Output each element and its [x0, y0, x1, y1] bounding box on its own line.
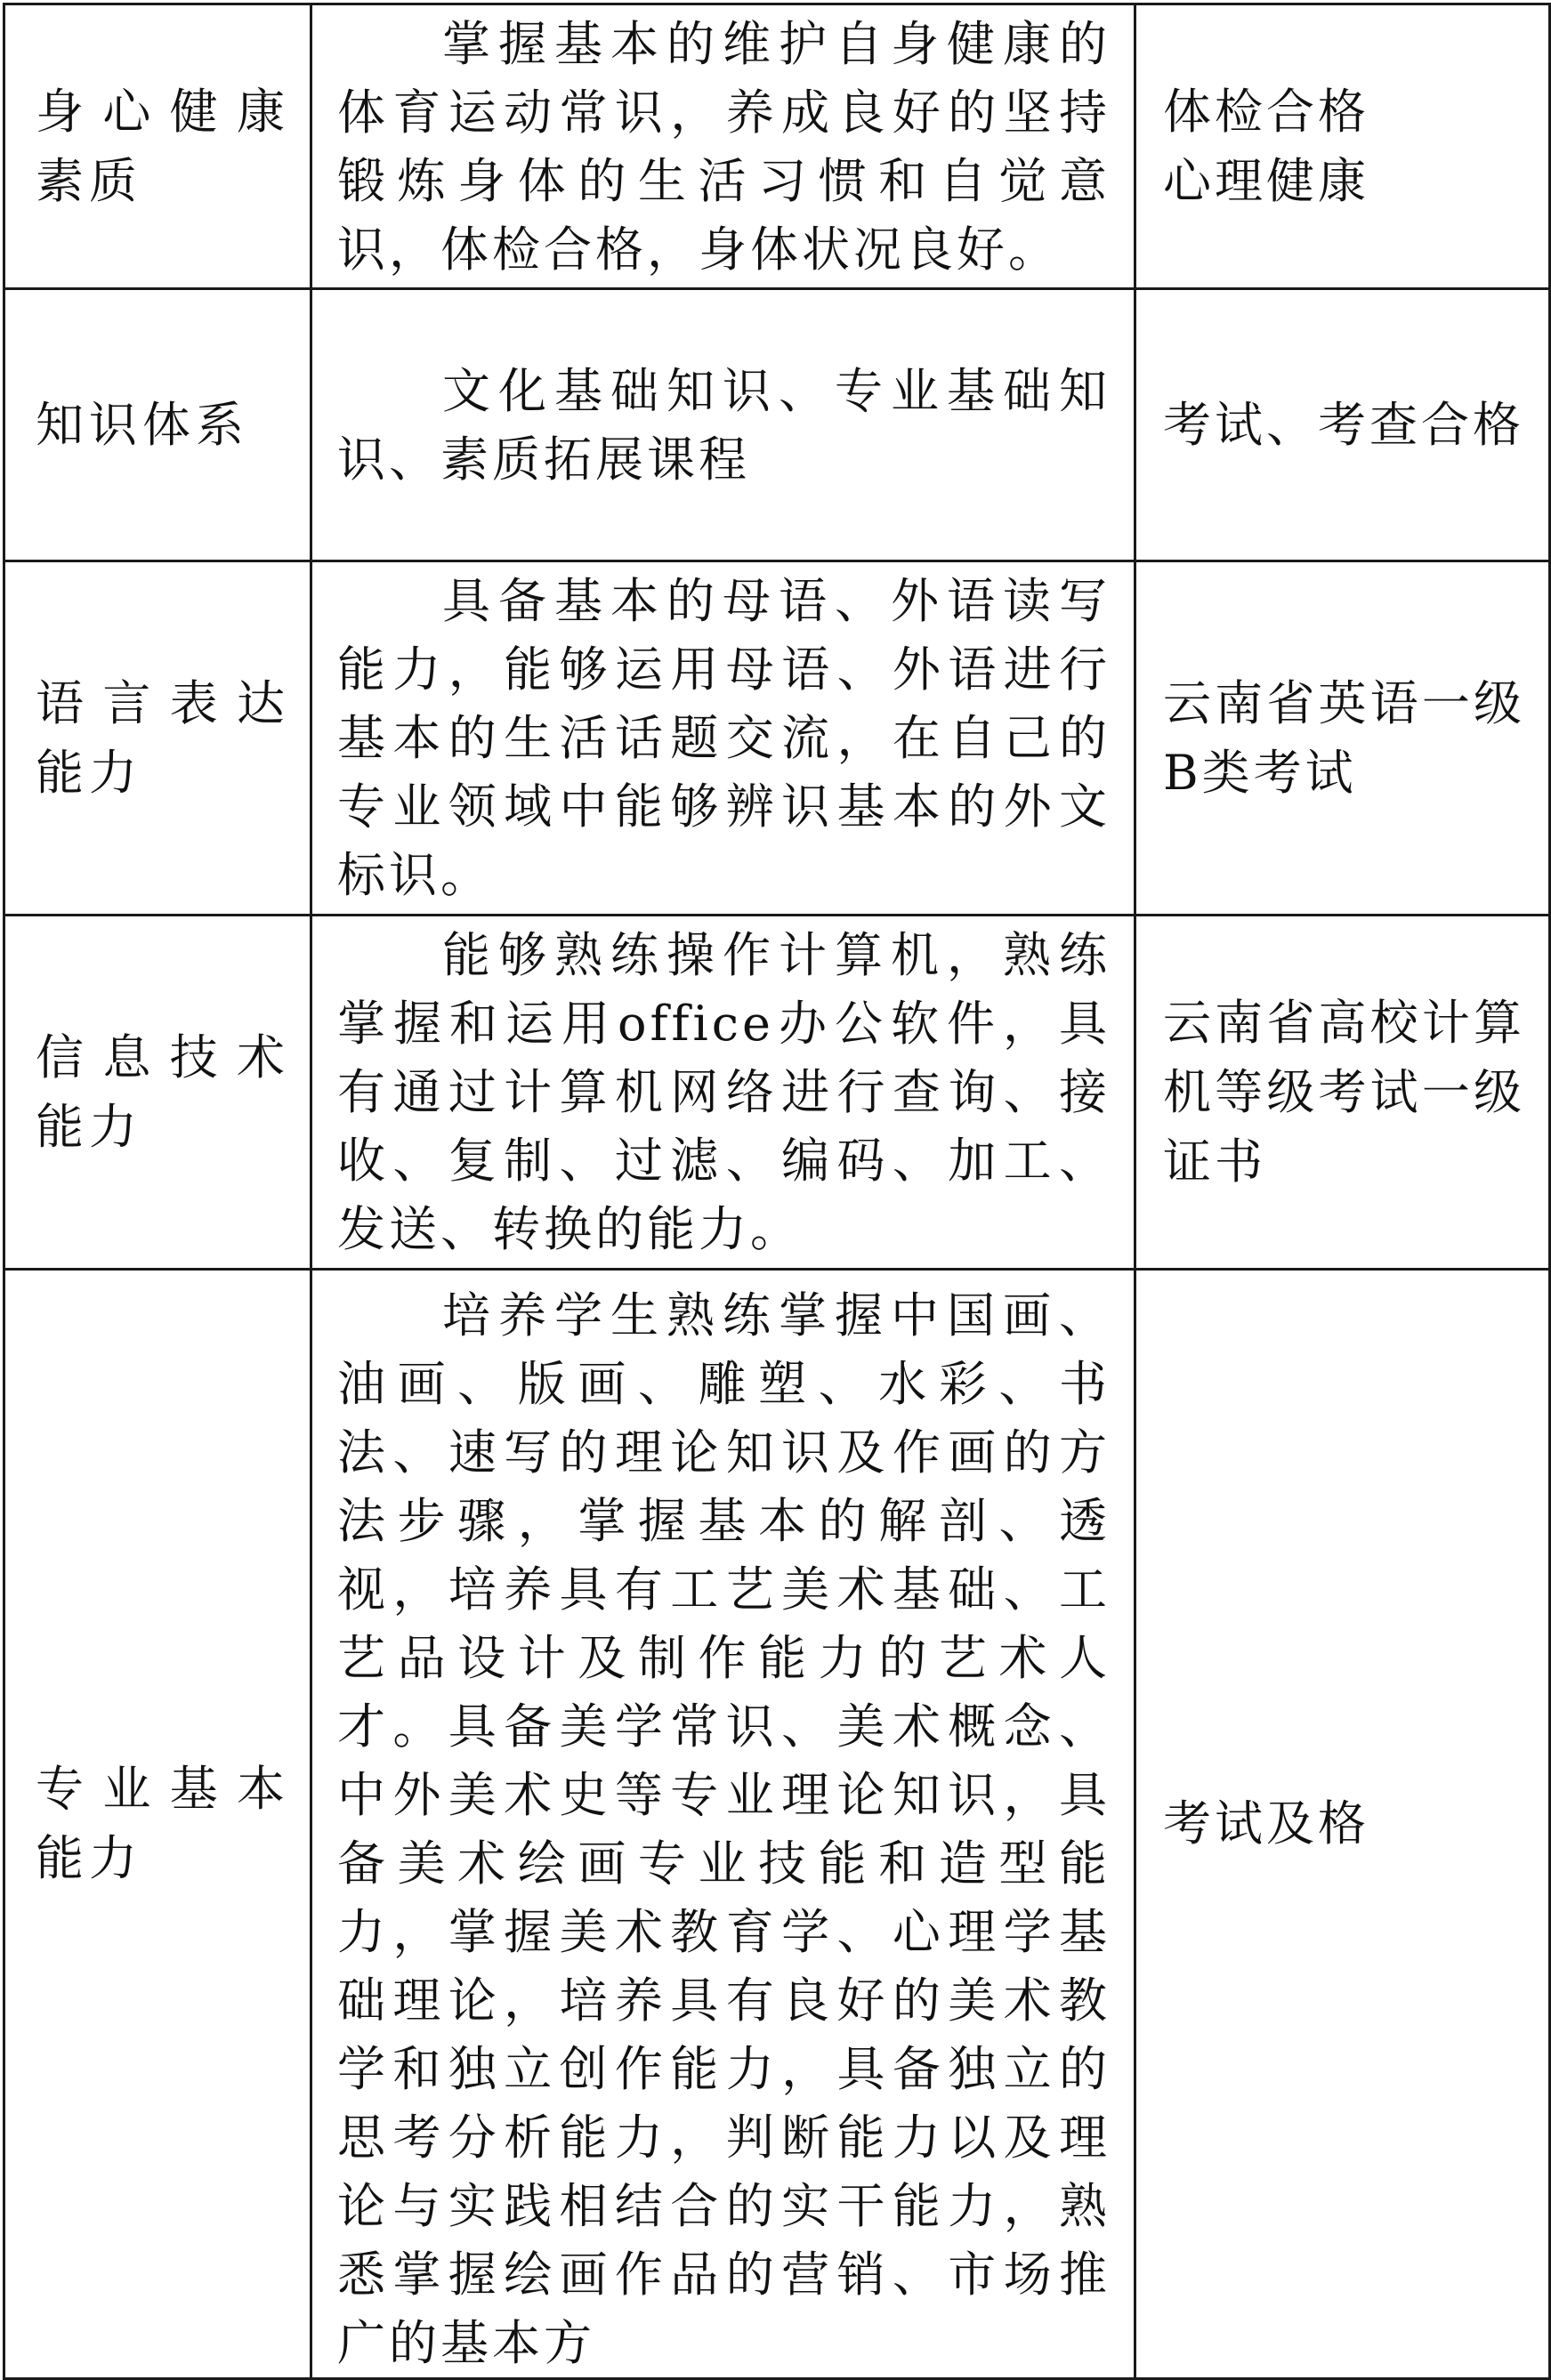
description-cell	[311, 916, 1135, 1270]
standard-cell	[1135, 1270, 1550, 2379]
description-text: 文化基础知识、专业基础知识、素质拓展课程	[337, 362, 1111, 488]
standard-cell	[1135, 289, 1550, 561]
category-text: 信息技术能力	[36, 1029, 290, 1155]
category-cell	[4, 1270, 311, 2379]
description-text: 掌握基本的维护自身健康的体育运动常识，养成良好的坚持锻炼身体的生活习惯和自觉意识，体检合格，身体状况良好。	[337, 15, 1111, 278]
category-cell	[4, 289, 311, 561]
category-text: 专业基本能力	[36, 1761, 290, 1886]
description-text: 能够熟练操作计算机，熟练掌握和运用office办公软件，具有通过计算机网络进行查询、接收、复制、过滤、编码、加工、发送、转换的能力。	[337, 927, 1111, 1257]
category-cell	[4, 4, 311, 289]
category-cell	[4, 561, 311, 916]
description-text: 具备基本的母语、外语读写能力，能够运用母语、外语进行基本的生活话题交流，在自己的专业领域中能够辨识基本的外文标识。	[337, 573, 1111, 903]
category-text: 知识体系	[36, 396, 249, 453]
table-row	[4, 561, 1550, 916]
category-text: 语言表达能力	[36, 674, 290, 801]
standard-cell	[1135, 4, 1550, 289]
description-cell	[311, 561, 1135, 916]
standard-text: 云南省高校计算机等级考试一级证书	[1163, 994, 1525, 1190]
description-text: 培养学生熟练掌握中国画、油画、版画、雕塑、水彩、书法、速写的理论知识及作画的方法步骤，掌握基本的解剖、透视，培养具有工艺美术基础、工艺品设计及制作能力的艺术人才。具备美学常识、美术概念、中外美术史等专业理论知识，具备美术绘画专业技能和造型能力，掌握美术教育学、心理学基础理论，培养具有良好的美术教学和独立创作能力，具备独立的思考分析能力，判断能力以及理论与实践相结合的实干能力，熟悉掌握绘画作品的营销、市场推广的基本方	[337, 1287, 1111, 2371]
standard-text: 考试、考查合格	[1163, 396, 1524, 453]
standard-text: 考试及格	[1163, 1795, 1369, 1852]
category-cell	[4, 916, 311, 1270]
standard-cell	[1135, 916, 1550, 1270]
standard-text: 云南省英语一级B类考试	[1163, 674, 1525, 801]
category-text: 身心健康素质	[36, 83, 290, 209]
description-cell	[311, 289, 1135, 561]
requirements-table	[3, 3, 1551, 2380]
standard-text: 体检合格	[1163, 83, 1369, 140]
standard-text: 心理健康	[1163, 152, 1369, 209]
description-cell	[311, 1270, 1135, 2379]
description-cell	[311, 4, 1135, 289]
table-row	[4, 289, 1550, 561]
table-row	[4, 1270, 1550, 2379]
table-row	[4, 4, 1550, 289]
table-row	[4, 916, 1550, 1270]
standard-cell	[1135, 561, 1550, 916]
